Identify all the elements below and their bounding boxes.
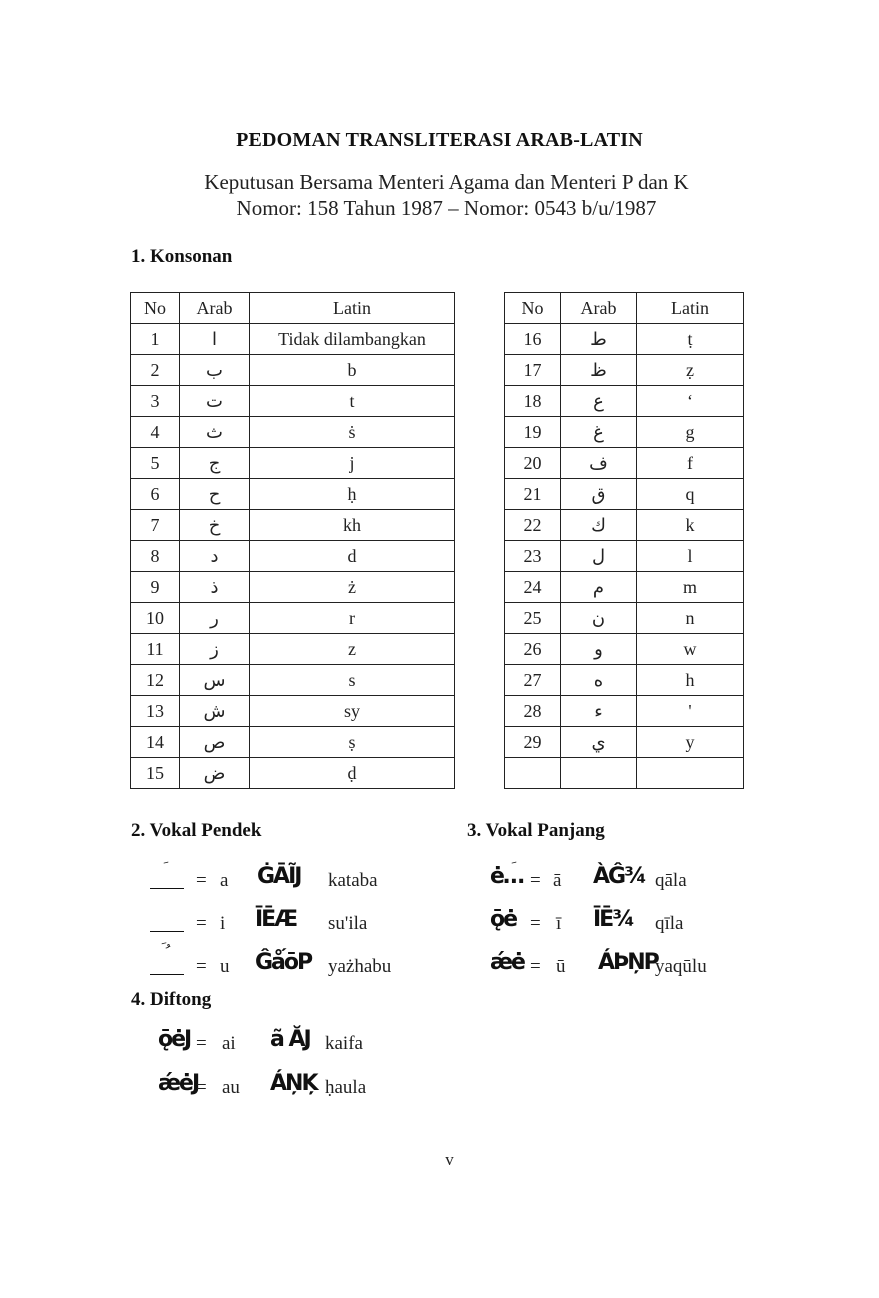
table-row: [131, 510, 455, 541]
cell-arab: د: [180, 541, 250, 572]
cell-arab: ذ: [180, 572, 250, 603]
cell-no: 11: [131, 634, 180, 665]
cell-latin: Tidak dilambangkan: [250, 324, 455, 355]
cell-arab: ز: [180, 634, 250, 665]
table-row: [131, 448, 455, 479]
vokal-pendek-row: [150, 909, 450, 943]
cell-arab: م: [561, 572, 637, 603]
cell-no: 15: [131, 758, 180, 789]
cell-no: 19: [505, 417, 561, 448]
vowel-value: ū: [556, 956, 566, 977]
cell-no: 17: [505, 355, 561, 386]
table-row: [131, 386, 455, 417]
header-arab: Arab: [561, 293, 637, 324]
cell-no: 5: [131, 448, 180, 479]
cell-no: 4: [131, 417, 180, 448]
heading-vokal-panjang: 3. Vokal Panjang: [467, 820, 605, 841]
table-row: [505, 572, 744, 603]
vowel-value: i: [220, 913, 226, 934]
cell-no: 16: [505, 324, 561, 355]
table-row: [131, 727, 455, 758]
cell-no: 9: [131, 572, 180, 603]
cell-arab: ء: [561, 696, 637, 727]
header-latin: Latin: [250, 293, 455, 324]
arabic-example-glyph: ã ĂJ: [270, 1027, 310, 1052]
header-latin: Latin: [637, 293, 744, 324]
cell-arab: ض: [180, 758, 250, 789]
latin-example: qāla: [655, 870, 687, 891]
table-row: [131, 634, 455, 665]
vokal-panjang-row: [490, 909, 750, 943]
latin-example: yaqūlu: [655, 956, 707, 977]
table-row: [131, 603, 455, 634]
damma-line: [150, 952, 184, 975]
cell-latin: ḍ: [250, 758, 455, 789]
konsonan-table-right: [504, 292, 744, 789]
cell-latin: ': [637, 696, 744, 727]
vowel-value: a: [220, 870, 229, 891]
cell-arab: ا: [180, 324, 250, 355]
cell-no: 12: [131, 665, 180, 696]
cell-arab: ي: [561, 727, 637, 758]
header-no: No: [505, 293, 561, 324]
cell-latin: g: [637, 417, 744, 448]
table-row: [505, 541, 744, 572]
vowel-value: u: [220, 956, 230, 977]
table-row: [505, 355, 744, 386]
latin-example: qīla: [655, 913, 684, 934]
cell-no: 21: [505, 479, 561, 510]
table-header-row: [505, 293, 744, 324]
konsonan-table-left: [130, 292, 455, 789]
table-row: [505, 324, 744, 355]
diftong-row: [158, 1073, 418, 1107]
table-row: [131, 479, 455, 510]
equals-sign: =: [196, 870, 207, 891]
subtitle-number: Nomor: 158 Tahun 1987 – Nomor: 0543 b/u/1987: [236, 196, 657, 220]
equals-sign: =: [196, 1077, 207, 1098]
cell-arab: ش: [180, 696, 250, 727]
table-row: [505, 696, 744, 727]
cell-no: 14: [131, 727, 180, 758]
cell-arab: ص: [180, 727, 250, 758]
cell-arab: ب: [180, 355, 250, 386]
cell-latin: d: [250, 541, 455, 572]
cell-latin: j: [250, 448, 455, 479]
arabic-example-glyph: ĜǻōP: [255, 950, 312, 975]
vokal-pendek-row: [150, 952, 450, 986]
heading-konsonan: 1. Konsonan: [131, 246, 233, 267]
latin-example: su'ila: [328, 913, 368, 934]
cell-latin: w: [637, 634, 744, 665]
arabic-example-glyph: ĪĒÆ: [255, 907, 297, 932]
diphthong-value: au: [222, 1077, 240, 1098]
arabic-example-glyph: ĠĀĨJ: [257, 864, 301, 889]
cell-latin: l: [637, 541, 744, 572]
cell-latin: ẓ: [637, 355, 744, 386]
cell-latin: ż: [250, 572, 455, 603]
cell-arab: ف: [561, 448, 637, 479]
header-arab: Arab: [180, 293, 250, 324]
subtitle-decree: Keputusan Bersama Menteri Agama dan Menteri P dan K: [204, 170, 689, 194]
arabic-example-glyph: ÀĜ¾: [593, 864, 645, 889]
table-row: [131, 541, 455, 572]
cell-latin: b: [250, 355, 455, 386]
heading-vokal-pendek: 2. Vokal Pendek: [131, 820, 262, 841]
cell-no: 24: [505, 572, 561, 603]
cell-arab: [561, 758, 637, 789]
cell-no: 28: [505, 696, 561, 727]
vowel-value: ī: [556, 913, 562, 934]
vokal-panjang-row: [490, 866, 750, 900]
heading-diftong: 4. Diftong: [131, 989, 212, 1010]
cell-no: 26: [505, 634, 561, 665]
kasra-line: [150, 909, 184, 932]
cell-no: 8: [131, 541, 180, 572]
cell-arab: ح: [180, 479, 250, 510]
vowel-value: ā: [553, 870, 562, 891]
cell-no: 13: [131, 696, 180, 727]
table-row: [505, 386, 744, 417]
table-row: [505, 727, 744, 758]
cell-latin: k: [637, 510, 744, 541]
cell-arab: خ: [180, 510, 250, 541]
vokal-pendek-row: [150, 866, 450, 900]
table-row: [505, 603, 744, 634]
cell-arab: ظ: [561, 355, 637, 386]
cell-no: [505, 758, 561, 789]
arabic-example-glyph: ÁÞŅP: [598, 950, 658, 975]
arabic-example-glyph: ÁŅĶ: [270, 1071, 317, 1096]
cell-no: 2: [131, 355, 180, 386]
cell-arab: ت: [180, 386, 250, 417]
long-vowel-marker: ǽė: [490, 950, 524, 975]
table-row: [505, 448, 744, 479]
cell-latin: q: [637, 479, 744, 510]
cell-latin: [637, 758, 744, 789]
cell-latin: ḥ: [250, 479, 455, 510]
table-row: [505, 758, 744, 789]
cell-no: 22: [505, 510, 561, 541]
cell-latin: sy: [250, 696, 455, 727]
cell-arab: س: [180, 665, 250, 696]
cell-latin: kh: [250, 510, 455, 541]
table-header-row: [131, 293, 455, 324]
cell-arab: ج: [180, 448, 250, 479]
cell-arab: ث: [180, 417, 250, 448]
latin-example: kataba: [328, 870, 378, 891]
cell-latin: n: [637, 603, 744, 634]
diphthong-value: ai: [222, 1033, 236, 1054]
cell-latin: ṣ: [250, 727, 455, 758]
diphthong-marker: ǭėJ: [158, 1027, 191, 1052]
equals-sign: =: [530, 956, 541, 977]
cell-no: 27: [505, 665, 561, 696]
cell-no: 1: [131, 324, 180, 355]
table-row: [131, 417, 455, 448]
cell-arab: ط: [561, 324, 637, 355]
table-row: [131, 324, 455, 355]
cell-latin: ‘: [637, 386, 744, 417]
cell-latin: r: [250, 603, 455, 634]
latin-example: ḥaula: [325, 1077, 367, 1098]
equals-sign: =: [530, 870, 541, 891]
table-row: [505, 634, 744, 665]
cell-arab: ه: [561, 665, 637, 696]
latin-example: yażhabu: [328, 956, 392, 977]
cell-latin: t: [250, 386, 455, 417]
cell-arab: ل: [561, 541, 637, 572]
cell-latin: ṭ: [637, 324, 744, 355]
cell-arab: ر: [180, 603, 250, 634]
table-row: [131, 665, 455, 696]
cell-arab: و: [561, 634, 637, 665]
cell-no: 10: [131, 603, 180, 634]
cell-no: 25: [505, 603, 561, 634]
cell-latin: h: [637, 665, 744, 696]
cell-no: 7: [131, 510, 180, 541]
diphthong-marker: ǽėJ: [158, 1071, 199, 1096]
cell-arab: ك: [561, 510, 637, 541]
long-vowel-marker: ǭė: [490, 907, 517, 932]
cell-no: 6: [131, 479, 180, 510]
table-row: [505, 665, 744, 696]
cell-latin: ṡ: [250, 417, 455, 448]
cell-arab: ع: [561, 386, 637, 417]
cell-no: 23: [505, 541, 561, 572]
arabic-example-glyph: ĪĒ¾: [593, 907, 633, 932]
cell-latin: f: [637, 448, 744, 479]
equals-sign: =: [196, 1033, 207, 1054]
cell-latin: y: [637, 727, 744, 758]
cell-latin: z: [250, 634, 455, 665]
cell-no: 29: [505, 727, 561, 758]
cell-arab: ن: [561, 603, 637, 634]
cell-no: 3: [131, 386, 180, 417]
long-vowel-marker: ė…: [490, 864, 523, 889]
cell-arab: غ: [561, 417, 637, 448]
equals-sign: =: [196, 913, 207, 934]
cell-latin: m: [637, 572, 744, 603]
table-row: [505, 417, 744, 448]
cell-latin: s: [250, 665, 455, 696]
fatha-line: [150, 866, 184, 889]
cell-no: 20: [505, 448, 561, 479]
table-row: [131, 696, 455, 727]
equals-sign: =: [196, 956, 207, 977]
table-row: [505, 510, 744, 541]
document-title: PEDOMAN TRANSLITERASI ARAB-LATIN: [236, 129, 643, 151]
equals-sign: =: [530, 913, 541, 934]
table-row: [505, 479, 744, 510]
cell-no: 18: [505, 386, 561, 417]
latin-example: kaifa: [325, 1033, 363, 1054]
diftong-row: [158, 1029, 418, 1063]
table-row: [131, 572, 455, 603]
table-row: [131, 355, 455, 386]
cell-arab: ق: [561, 479, 637, 510]
header-no: No: [131, 293, 180, 324]
vokal-panjang-row: [490, 952, 750, 986]
table-row: [131, 758, 455, 789]
page-number: v: [445, 1150, 454, 1169]
